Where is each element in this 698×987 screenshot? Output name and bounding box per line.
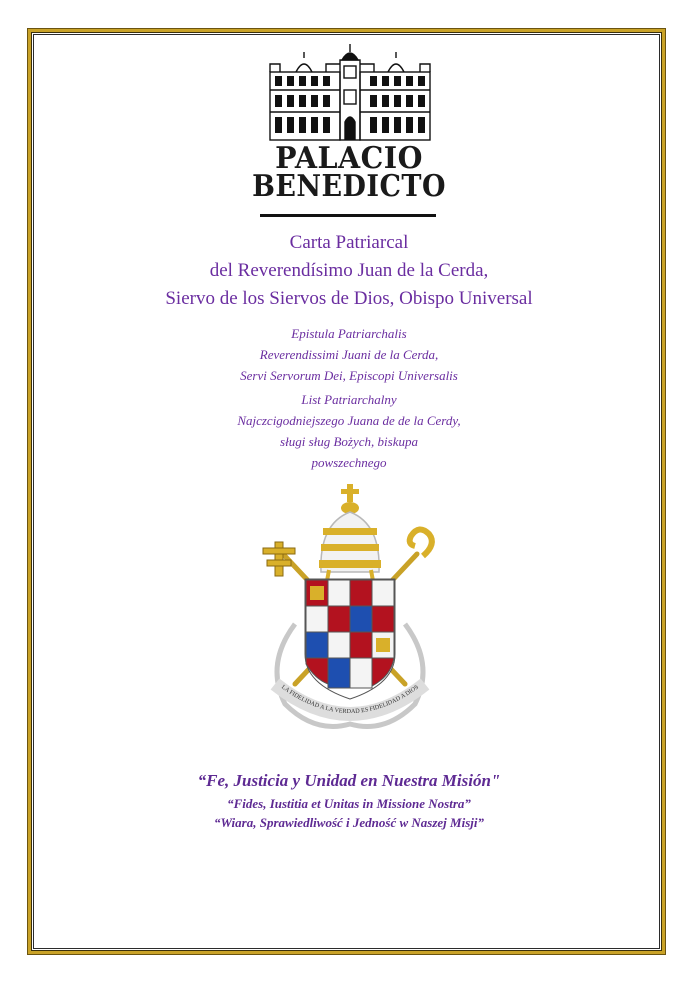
latin-title-line3: Servi Servorum Dei, Episcopi Universalis <box>240 368 458 383</box>
coat-of-arms-icon <box>255 484 445 742</box>
motto-latin: “Fides, Iustitia et Unitas in Missione Nostra” <box>227 796 471 811</box>
palace-logo-icon <box>266 42 434 142</box>
polish-title-line1: List Patriarchalny <box>301 392 397 407</box>
latin-title-line2: Reverendissimi Juani de la Cerda, <box>259 347 439 362</box>
motto-polish: “Wiara, Sprawiedliwość i Jedność w Naszej Misji” <box>213 815 485 830</box>
brand-name-line1: PALACIO <box>275 141 423 176</box>
document-title-line1: Carta Patriarcal <box>289 232 409 253</box>
brand-name-line2: BENEDICTO <box>252 169 446 204</box>
polish-title-line2: Najczcigodniejszego Juana de de la Cerdy, <box>237 413 461 428</box>
document-title-line3: Siervo de los Siervos de Dios, Obispo Universal <box>165 288 533 309</box>
polish-title-line3: sługi sług Bożych, biskupa <box>280 434 418 449</box>
polish-title-line4: powszechnego <box>311 455 387 470</box>
motto-spanish: “Fe, Justicia y Unidad en Nuestra Misión" <box>197 771 501 790</box>
latin-title-line1: Epistula Patriarchalis <box>291 326 407 341</box>
divider-rule <box>260 214 436 217</box>
document-title-line2: del Reverendísimo Juan de la Cerda, <box>209 260 489 281</box>
ribbon-motto: LA FIDELIDAD A LA VERDAD ES FIDELIDAD A DIOS <box>280 683 420 716</box>
